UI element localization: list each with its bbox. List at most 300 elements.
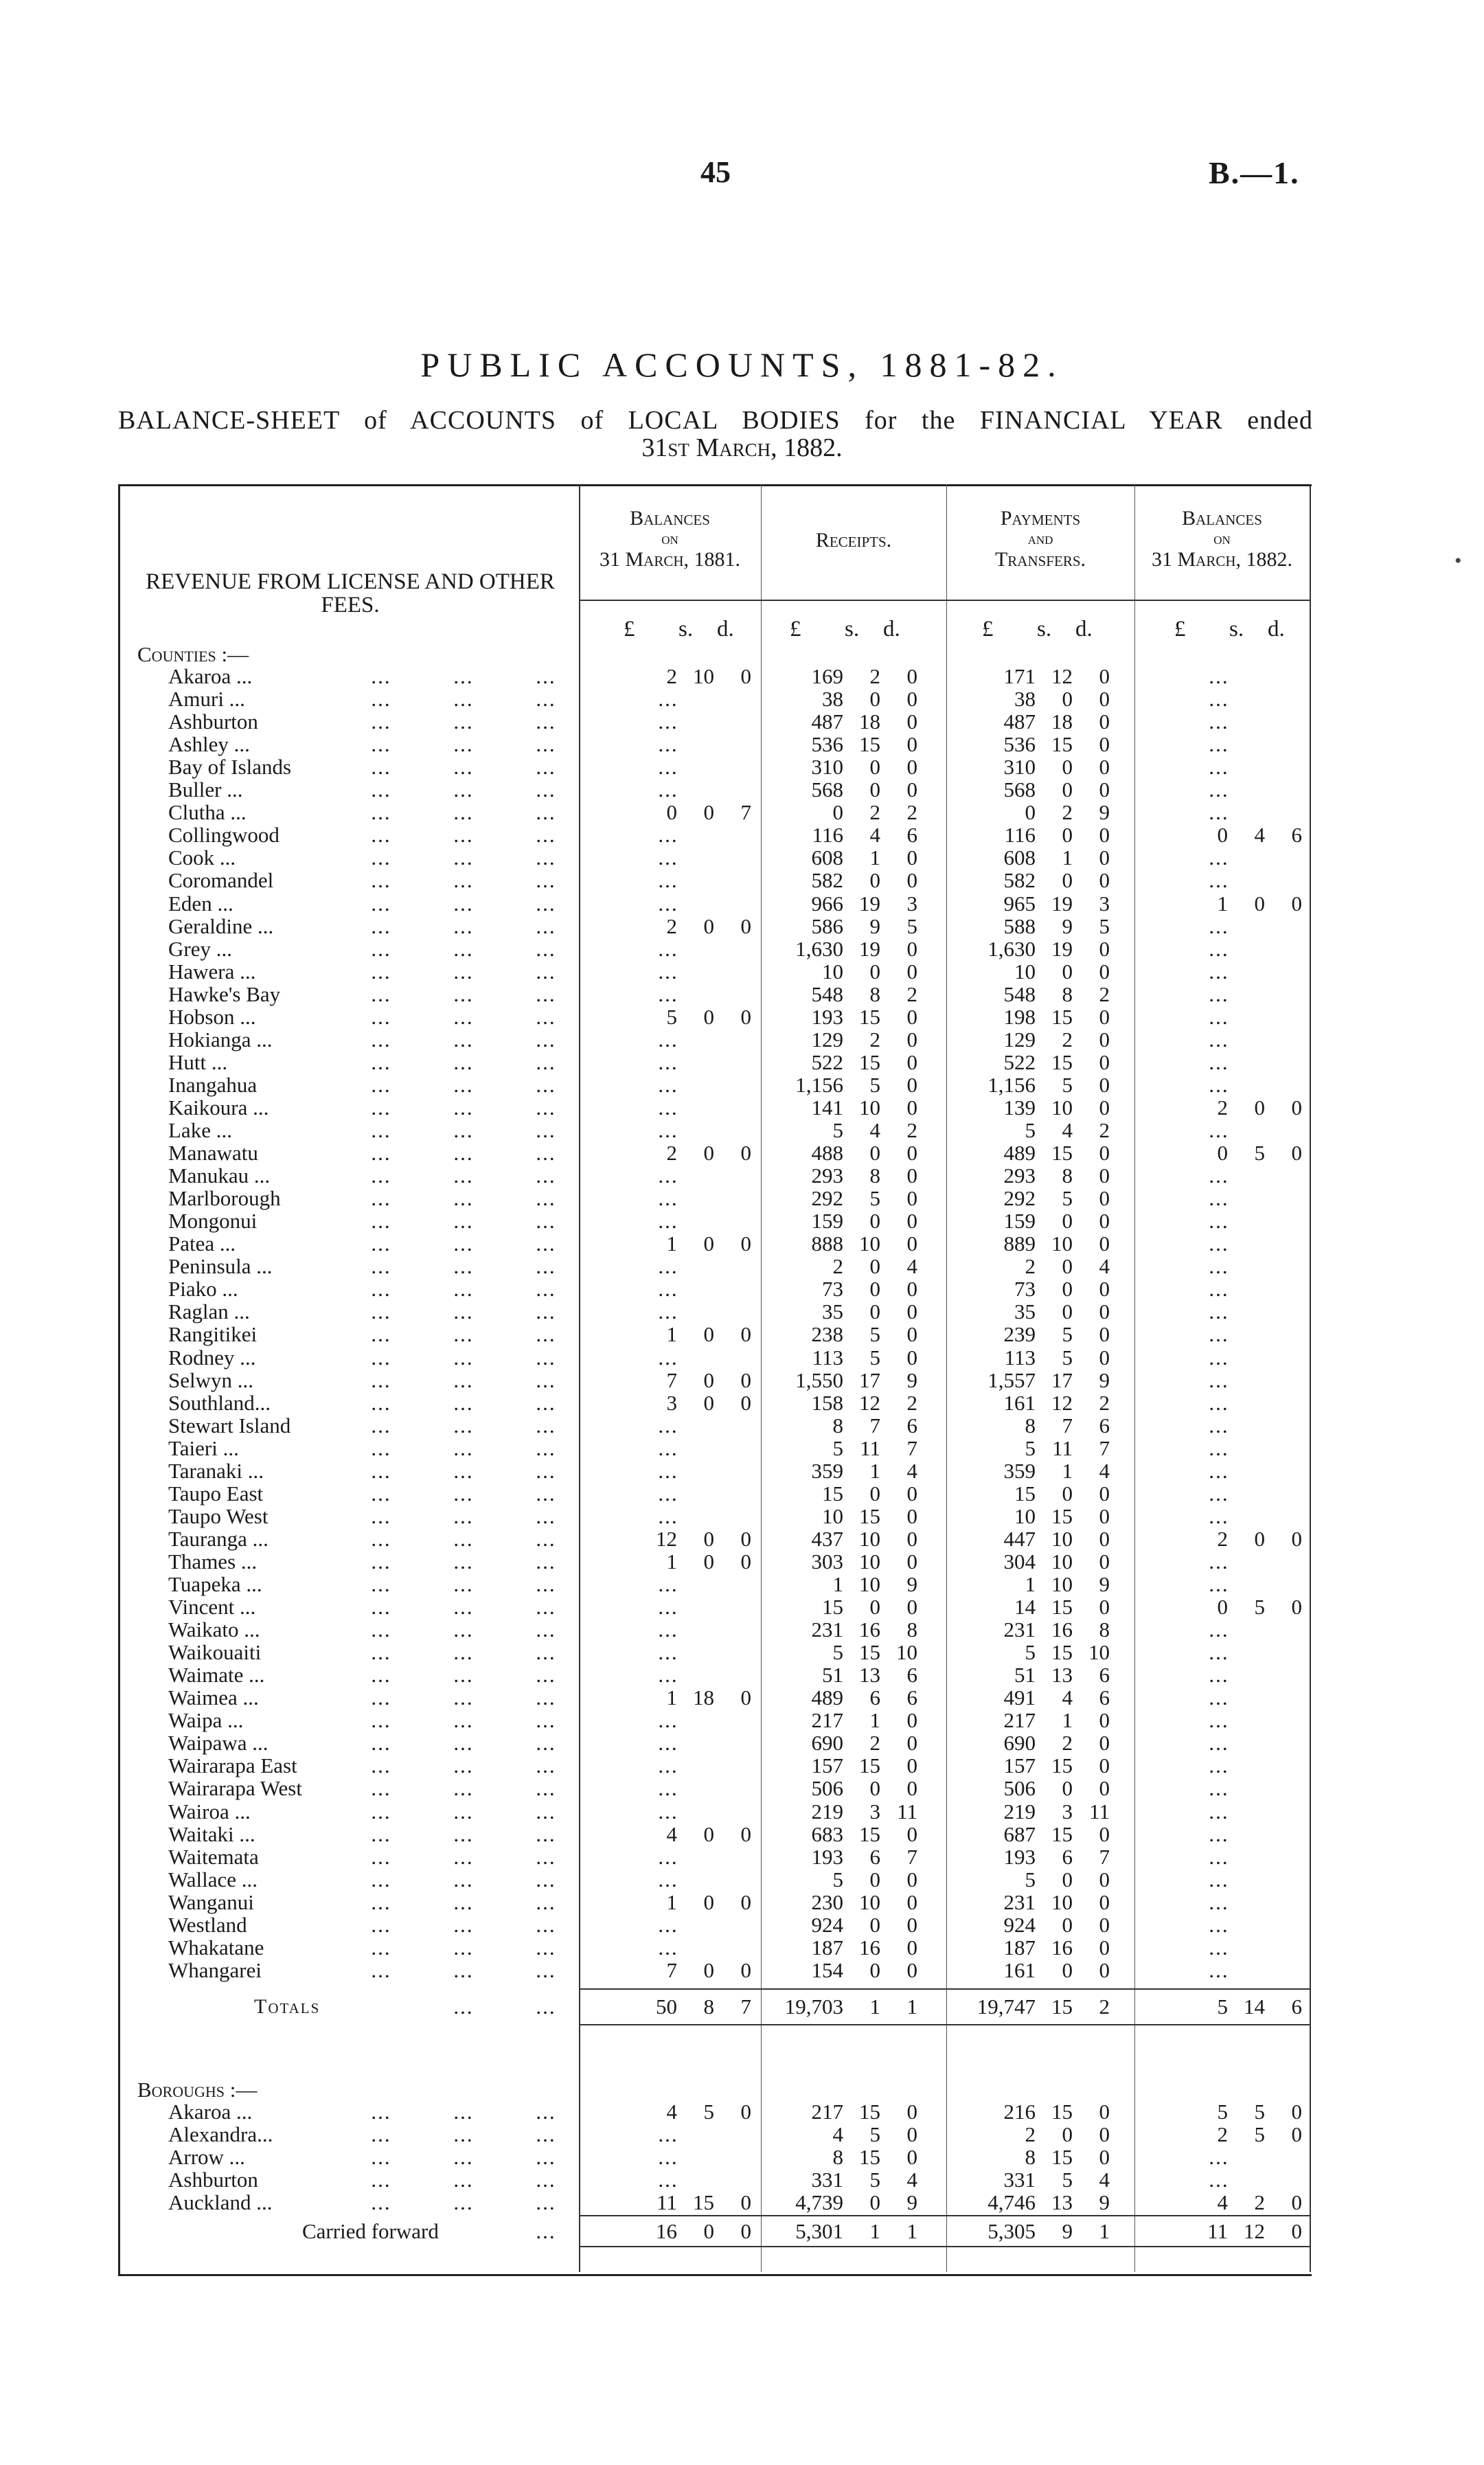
pounds: 4	[1217, 2190, 1228, 2214]
pence: 0	[1099, 1095, 1110, 1120]
county-row	[0, 1277, 1484, 1300]
leader: ...	[536, 1436, 556, 1460]
shillings: 4	[869, 1118, 880, 1142]
unit-label: s.	[1037, 617, 1052, 641]
shillings: 0	[869, 755, 880, 779]
pounds: 608	[811, 845, 843, 870]
pounds: 219	[1003, 1799, 1036, 1824]
local-body-name: Taieri ...	[168, 1436, 239, 1460]
empty-marker: ...	[658, 2168, 678, 2192]
county-row	[0, 1074, 1484, 1096]
pence: 0	[1099, 1073, 1110, 1097]
leader: ...	[371, 1549, 391, 1574]
leader: ...	[371, 1731, 391, 1755]
pence: 0	[740, 2100, 751, 2124]
leader: ...	[453, 755, 474, 779]
pounds: 303	[811, 1549, 843, 1574]
empty-marker: ...	[658, 1640, 678, 1664]
shillings: 15	[859, 1640, 880, 1664]
leader: ...	[371, 1141, 391, 1165]
pence: 0	[1099, 1913, 1110, 1937]
pounds: 238	[811, 1322, 843, 1346]
shillings: 0	[869, 1277, 880, 1301]
empty-marker: ...	[658, 937, 678, 961]
shillings: 10	[1051, 1095, 1073, 1120]
pence: 0	[906, 1708, 917, 1732]
county-row	[0, 1913, 1484, 1936]
empty-marker: ...	[1209, 1753, 1229, 1777]
leader: ...	[453, 1027, 474, 1052]
pence: 0	[906, 2122, 917, 2146]
leader: ...	[371, 1368, 391, 1392]
leader: ...	[536, 664, 556, 688]
shillings: 4	[1062, 1118, 1073, 1142]
shillings: 0	[1062, 868, 1073, 892]
header-balances-1881: Balances on 31 March, 1881.	[599, 507, 741, 571]
county-row	[0, 892, 1484, 915]
pounds: 51	[822, 1663, 843, 1687]
pounds: 193	[1003, 1845, 1036, 1869]
county-row	[0, 1255, 1484, 1277]
county-row	[0, 1028, 1484, 1051]
leader: ...	[453, 1708, 474, 1732]
counties-label: Counties :—	[137, 642, 249, 666]
leader: ...	[453, 982, 474, 1006]
totals-rule-bottom	[579, 2024, 1310, 2025]
county-row	[0, 823, 1484, 846]
pence: 0	[906, 2100, 917, 2124]
pounds: 171	[1003, 664, 1036, 688]
pence: 0	[906, 1231, 917, 1256]
pounds: 568	[1003, 777, 1036, 802]
county-row	[0, 1391, 1484, 1414]
unit-label: d.	[1075, 617, 1093, 641]
empty-marker: ...	[658, 1867, 678, 1892]
pence: 0	[740, 1890, 751, 1914]
shillings: 5	[1062, 1073, 1073, 1097]
leader: ...	[371, 1845, 391, 1869]
pence: 0	[906, 1209, 917, 1233]
shillings: 0	[1062, 687, 1073, 711]
shillings: 0	[869, 959, 880, 984]
shillings: 0	[1062, 823, 1073, 847]
shillings: 4	[869, 823, 880, 847]
empty-marker: ...	[1209, 1413, 1229, 1438]
empty-marker: ...	[1209, 1708, 1229, 1732]
leader: ...	[453, 1663, 474, 1687]
pence: 0	[740, 2219, 751, 2243]
shillings: 17	[859, 1368, 880, 1392]
shillings: 15	[1051, 1005, 1073, 1029]
empty-marker: ...	[658, 845, 678, 870]
leader: ...	[536, 1027, 556, 1052]
local-body-name: Bay of Islands	[168, 755, 292, 779]
pence: 0	[740, 914, 751, 938]
pounds: 73	[1014, 1277, 1036, 1301]
county-row	[0, 1731, 1484, 1754]
local-body-name: Waipa ...	[168, 1708, 244, 1732]
unit-label: d.	[1268, 617, 1285, 641]
pounds: 129	[811, 1027, 843, 1052]
leader: ...	[371, 1391, 391, 1415]
county-row	[0, 1641, 1484, 1663]
pence: 0	[740, 1231, 751, 1256]
borough-row	[0, 2123, 1484, 2146]
leader: ...	[453, 1731, 474, 1755]
unit-label: s.	[1229, 617, 1244, 641]
county-row	[0, 1868, 1484, 1891]
shillings: 2	[1254, 2190, 1265, 2214]
pounds: 310	[811, 755, 843, 779]
local-body-name: Wairarapa East	[168, 1753, 297, 1777]
leader: ...	[536, 1391, 556, 1415]
leader: ...	[371, 1073, 391, 1097]
pence: 2	[906, 1118, 917, 1142]
pence: 0	[906, 2145, 917, 2169]
pence: 0	[906, 959, 917, 984]
shillings: 0	[869, 1867, 880, 1892]
county-row	[0, 1777, 1484, 1799]
local-body-name: Collingwood	[168, 823, 279, 847]
pounds: 113	[1004, 1345, 1036, 1370]
leader: ...	[453, 1572, 474, 1596]
pence: 0	[1099, 1345, 1110, 1370]
county-row	[0, 1505, 1484, 1527]
leader: ...	[536, 1254, 556, 1278]
leader: ...	[453, 1595, 474, 1619]
leader: ...	[371, 1958, 391, 1982]
county-row	[0, 1959, 1484, 1981]
leader: ...	[371, 1617, 391, 1642]
unit-label: d.	[717, 617, 734, 641]
local-body-name: Arrow ...	[168, 2145, 245, 2169]
pence: 0	[1099, 1322, 1110, 1346]
pence: 0	[1099, 937, 1110, 961]
unit-label: d.	[883, 617, 900, 641]
empty-marker: ...	[1209, 1209, 1229, 1233]
pence: 0	[1099, 1481, 1110, 1506]
pence: 0	[906, 1050, 917, 1074]
pence: 0	[740, 1549, 751, 1574]
empty-marker: ...	[1209, 1867, 1229, 1892]
shillings: 4	[1062, 1685, 1073, 1709]
pence: 0	[906, 1027, 917, 1052]
empty-marker: ...	[658, 1186, 678, 1210]
pounds: 116	[812, 823, 843, 847]
pence: 5	[906, 914, 917, 938]
empty-marker: ...	[1209, 800, 1229, 824]
pounds: 2	[666, 664, 677, 688]
county-row	[0, 778, 1484, 801]
shillings: 0	[703, 1231, 714, 1256]
local-body-name: Wairarapa West	[168, 1776, 302, 1800]
shillings: 12	[1051, 664, 1073, 688]
pounds: 5	[1217, 2100, 1228, 2124]
pence: 9	[1099, 1572, 1110, 1596]
shillings: 5	[869, 1345, 880, 1370]
leader: ...	[453, 1867, 474, 1892]
leader: ...	[371, 1481, 391, 1506]
shillings: 10	[1051, 1890, 1073, 1914]
leader: ...	[371, 664, 391, 688]
shillings: 9	[1062, 914, 1073, 938]
pence: 0	[1099, 1163, 1110, 1188]
leader: ...	[371, 937, 391, 961]
pence: 6	[1099, 1685, 1110, 1709]
shillings: 0	[703, 1890, 714, 1914]
pounds: 437	[811, 1527, 843, 1551]
local-body-name: Hawera ...	[168, 959, 256, 984]
leader: ...	[536, 1572, 556, 1596]
empty-marker: ...	[1209, 732, 1229, 756]
pence: 0	[906, 1163, 917, 1188]
county-row	[0, 1891, 1484, 1913]
local-body-name: Taupo West	[168, 1504, 269, 1528]
county-row	[0, 1164, 1484, 1187]
pence: 0	[1099, 2100, 1110, 2124]
empty-marker: ...	[1209, 959, 1229, 984]
shillings: 10	[693, 664, 714, 688]
leader: ...	[536, 1799, 556, 1824]
pounds: 230	[811, 1890, 843, 1914]
leader: ...	[536, 1073, 556, 1097]
leader: ...	[453, 1345, 474, 1370]
county-row	[0, 938, 1484, 960]
pounds: 161	[1003, 1391, 1036, 1415]
local-body-name: Geraldine ...	[168, 914, 274, 938]
empty-marker: ...	[658, 1617, 678, 1642]
county-row	[0, 1119, 1484, 1141]
pounds: 2	[1217, 1527, 1228, 1551]
empty-marker: ...	[658, 823, 678, 847]
pence: 0	[1099, 1822, 1110, 1846]
pence: 4	[1099, 2168, 1110, 2192]
leader: ...	[536, 2100, 556, 2124]
pounds: 193	[811, 1005, 843, 1029]
empty-marker: ...	[1209, 1186, 1229, 1210]
shillings: 13	[1051, 2190, 1073, 2214]
shillings: 4	[1254, 823, 1265, 847]
county-row	[0, 1618, 1484, 1641]
document-code: B.—1.	[1209, 155, 1300, 190]
empty-marker: ...	[658, 1504, 678, 1528]
pence: 0	[906, 1890, 917, 1914]
leader: ...	[453, 1186, 474, 1210]
pence: 11	[897, 1799, 917, 1824]
pence: 0	[906, 1958, 917, 1982]
shillings: 15	[1051, 1050, 1073, 1074]
carried-forward-label: Carried forward	[302, 2219, 439, 2243]
county-row	[0, 983, 1484, 1006]
pounds: 161	[1003, 1958, 1036, 1982]
local-body-name: Stewart Island	[168, 1413, 291, 1438]
shillings: 15	[1051, 2100, 1073, 2124]
leader: ...	[453, 845, 474, 870]
pence: 0	[1099, 1277, 1110, 1301]
leader: ...	[453, 1995, 474, 2019]
pounds: 568	[811, 777, 843, 802]
empty-marker: ...	[658, 1163, 678, 1188]
shillings: 15	[1051, 1640, 1073, 1664]
shillings: 6	[869, 1685, 880, 1709]
leader: ...	[371, 1299, 391, 1324]
shillings: 15	[859, 2145, 880, 2169]
shillings: 18	[859, 709, 880, 734]
header-rule	[579, 600, 1310, 601]
shillings: 8	[1062, 982, 1073, 1006]
pence: 0	[906, 1549, 917, 1574]
shillings: 7	[869, 1413, 880, 1438]
unit-label: s.	[845, 617, 860, 641]
county-row	[0, 869, 1484, 891]
pounds: 231	[1003, 1890, 1036, 1914]
leader: ...	[453, 1799, 474, 1824]
leader: ...	[371, 2100, 391, 2124]
pence: 0	[740, 1685, 751, 1709]
leader: ...	[453, 914, 474, 938]
pounds: 51	[1014, 1663, 1036, 1687]
county-row	[0, 1300, 1484, 1323]
pounds: 159	[1003, 1209, 1036, 1233]
shillings: 0	[703, 2219, 714, 2243]
pence: 0	[1099, 777, 1110, 802]
empty-marker: ...	[658, 1027, 678, 1052]
leader: ...	[371, 1640, 391, 1664]
pence: 0	[1099, 664, 1110, 688]
shillings: 15	[1051, 2145, 1073, 2169]
local-body-name: Grey ...	[168, 937, 232, 961]
leader: ...	[536, 2122, 556, 2146]
local-body-name: Ashley ...	[168, 732, 250, 756]
pounds: 231	[1003, 1617, 1036, 1642]
shillings: 10	[1051, 1572, 1073, 1596]
pounds: 331	[1003, 2168, 1036, 2192]
leader: ...	[371, 982, 391, 1006]
local-body-name: Tuapeka ...	[168, 1572, 262, 1596]
leader: ...	[371, 1572, 391, 1596]
leader: ...	[536, 1617, 556, 1642]
local-body-name: Selwyn ...	[168, 1368, 253, 1392]
shillings: 15	[693, 2190, 714, 2214]
pence: 0	[906, 1731, 917, 1755]
leader: ...	[371, 868, 391, 892]
empty-marker: ...	[1209, 1799, 1229, 1824]
pence: 0	[740, 1005, 751, 1029]
empty-marker: ...	[658, 687, 678, 711]
pence: 0	[1099, 1753, 1110, 1777]
pounds: 2	[1217, 2122, 1228, 2146]
local-body-name: Patea ...	[168, 1231, 236, 1256]
leader: ...	[536, 709, 556, 734]
pence: 0	[1099, 2145, 1110, 2169]
empty-marker: ...	[658, 1095, 678, 1120]
header-payments: Payments and Transfers.	[994, 507, 1086, 571]
pence: 0	[906, 1595, 917, 1619]
leader: ...	[536, 1368, 556, 1392]
pence: 0	[1099, 1935, 1110, 1959]
shillings: 1	[869, 1995, 880, 2019]
empty-marker: ...	[658, 1753, 678, 1777]
shillings: 0	[1254, 891, 1265, 916]
pounds: 15	[1014, 1481, 1036, 1506]
carried-rule-bottom	[579, 2246, 1310, 2247]
leader: ...	[453, 1845, 474, 1869]
county-row	[0, 1369, 1484, 1391]
pence: 8	[906, 1617, 917, 1642]
empty-marker: ...	[1209, 1368, 1229, 1392]
leader: ...	[453, 959, 474, 984]
leader: ...	[371, 2122, 391, 2146]
pence: 6	[1291, 1995, 1302, 2019]
leader: ...	[536, 1209, 556, 1233]
subtitle-line1: BALANCE-SHEET of ACCOUNTS of LOCAL BODIES for the FINANCIAL YEAR ended	[118, 406, 1313, 435]
shillings: 0	[869, 687, 880, 711]
pence: 0	[1099, 868, 1110, 892]
pence: 0	[1291, 1527, 1302, 1551]
pence: 8	[1099, 1617, 1110, 1642]
empty-marker: ...	[1209, 1640, 1229, 1664]
pounds: 4	[666, 2100, 677, 2124]
pence: 2	[906, 982, 917, 1006]
shillings: 8	[1062, 1163, 1073, 1188]
pence: 0	[1099, 823, 1110, 847]
pounds: 924	[1003, 1913, 1036, 1937]
shillings: 5	[1062, 1322, 1073, 1346]
pounds: 8	[1025, 1413, 1036, 1438]
leader: ...	[536, 1322, 556, 1346]
pence: 0	[1099, 687, 1110, 711]
pounds: 447	[1003, 1527, 1036, 1551]
pounds: 488	[811, 1141, 843, 1165]
empty-marker: ...	[1209, 1322, 1229, 1346]
local-body-name: Taranaki ...	[168, 1459, 264, 1483]
shillings: 16	[859, 1617, 880, 1642]
pounds: 522	[1003, 1050, 1036, 1074]
pounds: 38	[822, 687, 843, 711]
pence: 9	[906, 1368, 917, 1392]
leader: ...	[371, 1753, 391, 1777]
empty-marker: ...	[1209, 1073, 1229, 1097]
leader: ...	[371, 1095, 391, 1120]
shillings: 10	[1051, 1527, 1073, 1551]
pounds: 10	[1014, 1504, 1036, 1528]
leader: ...	[536, 1731, 556, 1755]
leader: ...	[371, 1799, 391, 1824]
shillings: 0	[703, 1141, 714, 1165]
leader: ...	[453, 2168, 474, 2192]
leader: ...	[371, 2145, 391, 2169]
pence: 0	[906, 1277, 917, 1301]
pounds: 5	[1025, 1640, 1036, 1664]
shillings: 8	[869, 982, 880, 1006]
pence: 0	[906, 1776, 917, 1800]
empty-marker: ...	[658, 868, 678, 892]
pence: 0	[906, 1073, 917, 1097]
empty-marker: ...	[658, 2145, 678, 2169]
pounds: 0	[1217, 823, 1228, 847]
local-body-name: Wanganui	[168, 1890, 254, 1914]
leader: ...	[371, 2190, 391, 2214]
county-row	[0, 1414, 1484, 1437]
local-body-name: Whakatane	[168, 1935, 264, 1959]
pounds: 608	[1003, 845, 1036, 870]
local-body-name: Ashburton	[168, 2168, 258, 2192]
pence: 0	[906, 755, 917, 779]
pounds: 1	[1217, 891, 1228, 916]
local-body-name: Waitemata	[168, 1845, 259, 1869]
leader: ...	[371, 1027, 391, 1052]
pounds: 0	[832, 800, 843, 824]
